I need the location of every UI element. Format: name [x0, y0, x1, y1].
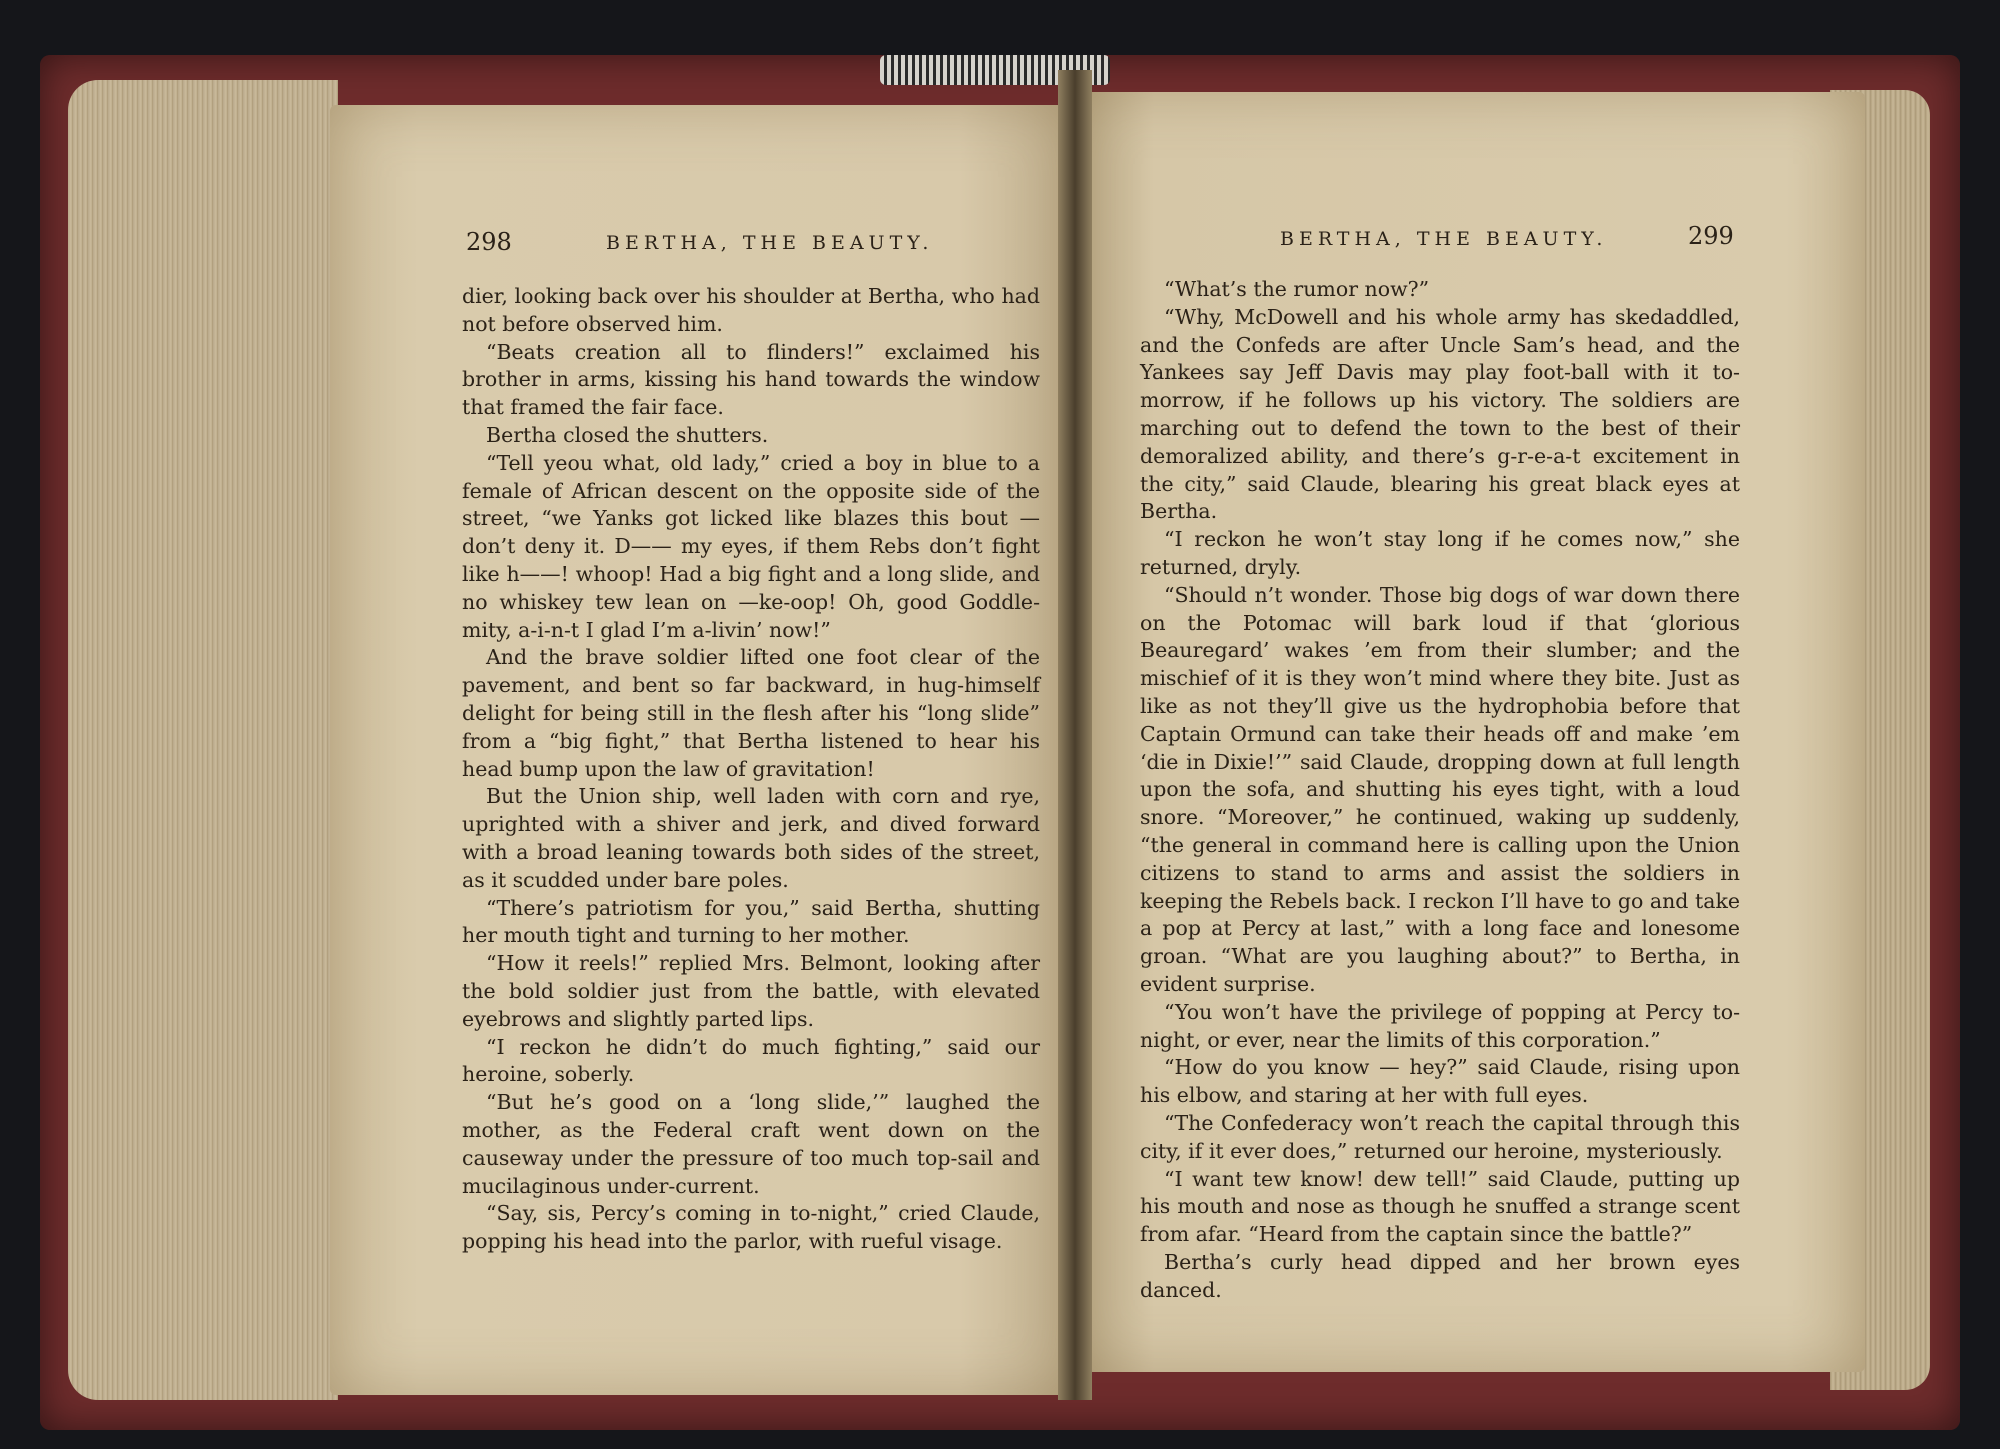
- paragraph: “But he’s good on a ‘long slide,’” laughed the mother, as the Federal craft went down on the causeway under the pressure of too much top-sail and mucilaginous under-current.: [462, 1090, 1040, 1198]
- paragraph: “Beats creation all to flinders!” exclaimed his brother in arms, kissing his hand towards the window that framed the fair face.: [462, 339, 1040, 420]
- book-gutter: [1058, 70, 1092, 1400]
- paragraph: “You won’t have the privilege of popping at Percy to-night, or ever, near the limits of this corporation.”: [1140, 999, 1740, 1052]
- paragraph: “Why, McDowell and his whole army has skedaddled, and the Confeds are after Uncle Sam’s head, and the Yankees say Jeff Davis may play foot-ball with it to-morrow, if he follows up his victory. The soldiers are marching out to defend the town to the best of their demoralized ability, and there’s g-r-e-a-t excitement in the city,” said Claude, blearing his great black eyes at Bertha.: [1140, 304, 1740, 524]
- paragraph: “How do you know — hey?” said Claude, rising upon his elbow, and staring at her with full eyes.: [1140, 1055, 1740, 1108]
- paragraph: “Should n’t wonder. Those big dogs of war down there on the Potomac will bark loud if that ‘glorious Beauregard’ wakes ’em from their slumber; and the mischief of it is they won’t mind where they bite. Just as like as not they’ll give us the hydrophobia before that Captain Ormund can take their heads off and make ’em ‘die in Dixie!’” said Claude, dropping down at full length upon the sofa, and shutting his eyes tight, with a loud snore. “Moreover,” he continued, waking up suddenly, “the general in command here is calling upon the Union citizens to stand to arms and assist the soldiers in keeping the Rebels back. I reckon I’ll have to go and take a pop at Percy at last,” with a long face and lonesome groan. “What are you laughing about?” to Bertha, in evident surprise.: [1140, 582, 1740, 996]
- paragraph: Bertha closed the shutters.: [486, 422, 769, 447]
- paragraph: “Say, sis, Percy’s coming in to-night,” cried Claude, popping his head into the parlor, with rueful visage.: [462, 1201, 1040, 1254]
- right-page-number: 299: [1688, 222, 1734, 250]
- paragraph: “I want tew know! dew tell!” said Claude, putting up his mouth and nose as though he snuffed a strange scent from afar. “Heard from the captain since the battle?”: [1140, 1166, 1740, 1247]
- paragraph: “There’s patriotism for you,” said Bertha, shutting her mouth tight and turning to her mother.: [462, 895, 1040, 948]
- paragraph: “What’s the rumor now?”: [1164, 277, 1430, 301]
- paragraph: But the Union ship, well laden with corn and rye, uprighted with a shiver and jerk, and dived forward with a broad leaning towards both sides of the street, as it scudded under bare poles.: [462, 784, 1040, 892]
- right-page-body: [1140, 276, 1740, 1304]
- paragraph: And the brave soldier lifted one foot clear of the pavement, and bent so far backward, in hug-himself delight for being still in the flesh after his “long slide” from a “big fight,” that Bertha listened to hear his head bump upon the law of gravitation!: [462, 645, 1040, 781]
- left-page-number: 298: [466, 228, 512, 256]
- right-running-head: BERTHA, THE BEAUTY.: [1280, 228, 1608, 250]
- left-page-edges: [68, 80, 338, 1400]
- paragraph: dier, looking back over his shoulder at Bertha, who had not before observed him.: [462, 284, 1040, 336]
- paragraph: Bertha’s curly head dipped and her brown eyes danced.: [1140, 1249, 1740, 1302]
- paragraph: “How it reels!” replied Mrs. Belmont, looking after the bold soldier just from the battle, with elevated eyebrows and slightly parted lips.: [462, 951, 1040, 1031]
- paragraph: “The Confederacy won’t reach the capital through this city, if it ever does,” returned our heroine, mysteriously.: [1140, 1110, 1740, 1163]
- left-running-head: BERTHA, THE BEAUTY.: [606, 232, 934, 254]
- paragraph: “I reckon he won’t stay long if he comes now,” she returned, dryly.: [1140, 527, 1740, 579]
- paragraph: “I reckon he didn’t do much fighting,” said our heroine, soberly.: [462, 1034, 1040, 1087]
- left-page-body: [462, 283, 1040, 1256]
- paragraph: “Tell yeou what, old lady,” cried a boy in blue to a female of African descent on the opposite side of the street, “we Yanks got licked like blazes this bout — don’t deny it. D—— my eyes, if them Rebs don’t fight like h——! whoop! Had a big fight and a long slide, and no whiskey tew lean on —ke-oop! Oh, good Goddle-mity, a-i-n-t I glad I’m a-livin’ now!”: [462, 450, 1040, 642]
